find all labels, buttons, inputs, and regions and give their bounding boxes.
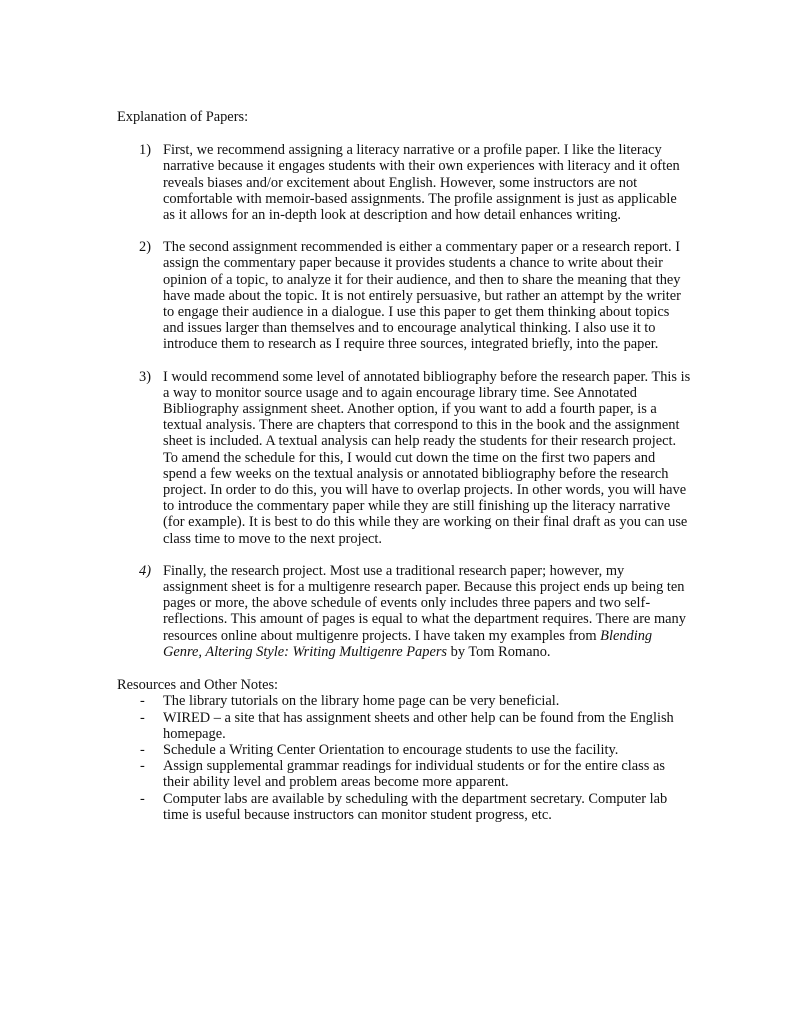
list-item — [117, 369, 692, 547]
item-number: 2) — [139, 239, 151, 256]
papers-list — [117, 142, 692, 660]
resource-text: Computer labs are available by scheduling with the department secretary. Computer lab time is useful because instructors can monitor student progress, etc. — [163, 790, 668, 823]
section-heading-papers: Explanation of Papers: — [117, 109, 249, 125]
book-title: Blending Genre, Altering Style: Writing Multigenre Papers — [163, 627, 653, 660]
list-item — [117, 693, 692, 709]
bullet-dash: - — [140, 693, 145, 710]
list-item — [117, 791, 692, 823]
bullet-dash: - — [140, 790, 145, 807]
list-item — [117, 239, 692, 352]
item-text-before: Finally, the research project. Most use a traditional research paper; however, my assignment sheet is for a multigenre research paper. Because this project ends up being ten pages or more, the above schedule of events only includes three papers and two self-reflections. This amount of pages is equal to what the department requires. There are many resources online about multigenre projects. I have taken my examples from — [163, 562, 686, 644]
list-item — [117, 758, 692, 790]
bullet-dash: - — [140, 741, 145, 758]
resource-text: Schedule a Writing Center Orientation to encourage students to use the facility. — [163, 741, 619, 758]
item-text: First, we recommend assigning a literacy narrative or a profile paper. I like the literacy narrative because it engages students with their own experiences with literacy and it often reveals biases and/or excitement about English. However, some instructors are not comfortable with memoir-based assignments. The profile assignment is just as applicable as it allows for an in-depth look at description and how detail enhances writing. — [163, 142, 680, 224]
item-number: 1) — [139, 142, 151, 159]
list-item — [117, 710, 692, 742]
list-item — [117, 742, 692, 758]
item-number: 4) — [139, 562, 151, 579]
resource-text: The library tutorials on the library home page can be very beneficial. — [163, 693, 560, 710]
resource-text: Assign supplemental grammar readings for individual students or for the entire class as their ability level and problem areas become more apparent. — [163, 758, 665, 791]
bullet-dash: - — [140, 758, 145, 775]
section-heading-resources: Resources and Other Notes: — [117, 677, 279, 694]
item-number: 3) — [139, 368, 151, 385]
resources-list — [117, 693, 692, 823]
item-text-after: by Tom Romano. — [447, 643, 551, 660]
bullet-dash: - — [140, 709, 145, 726]
resource-text: WIRED – a site that has assignment sheets and other help can be found from the English homepage. — [163, 709, 674, 742]
list-item — [117, 563, 692, 660]
item-text — [163, 563, 686, 660]
document-page — [117, 109, 692, 823]
item-text: I would recommend some level of annotated bibliography before the research paper. This is a way to monitor source usage and to again encourage library time. See Annotated Bibliography assignment sheet. Another option, if you want to add a fourth paper, is a textual analysis. There are chapters that correspond to this in the book and the assignment sheet is included. A textual analysis can help ready the students for their research project. To amend the schedule for this, I would cut down the time on the first two papers and spend a few weeks on the textual analysis or annotated bibliography before the research project. In order to do this, you will have to overlap projects. In other words, you will have to introduce the commentary paper while they are still finishing up the literacy narrative (for example). It is best to do this while they are working on their final draft as you can use class time to move to the next project. — [163, 368, 691, 547]
list-item — [117, 142, 692, 223]
item-text: The second assignment recommended is either a commentary paper or a research report. I assign the commentary paper because it provides students a chance to write about their opinion of a topic, to analyze it for their audience, and then to share the meaning that they have made about the topic. It is not entirely persuasive, but rather an attempt by the writer to engage their audience in a dialogue. I use this paper to get them thinking about topics and issues larger than themselves and to encourage analytical thinking. I also use it to introduce them to research as I require three sources, integrated briefly, into the paper. — [163, 239, 681, 353]
